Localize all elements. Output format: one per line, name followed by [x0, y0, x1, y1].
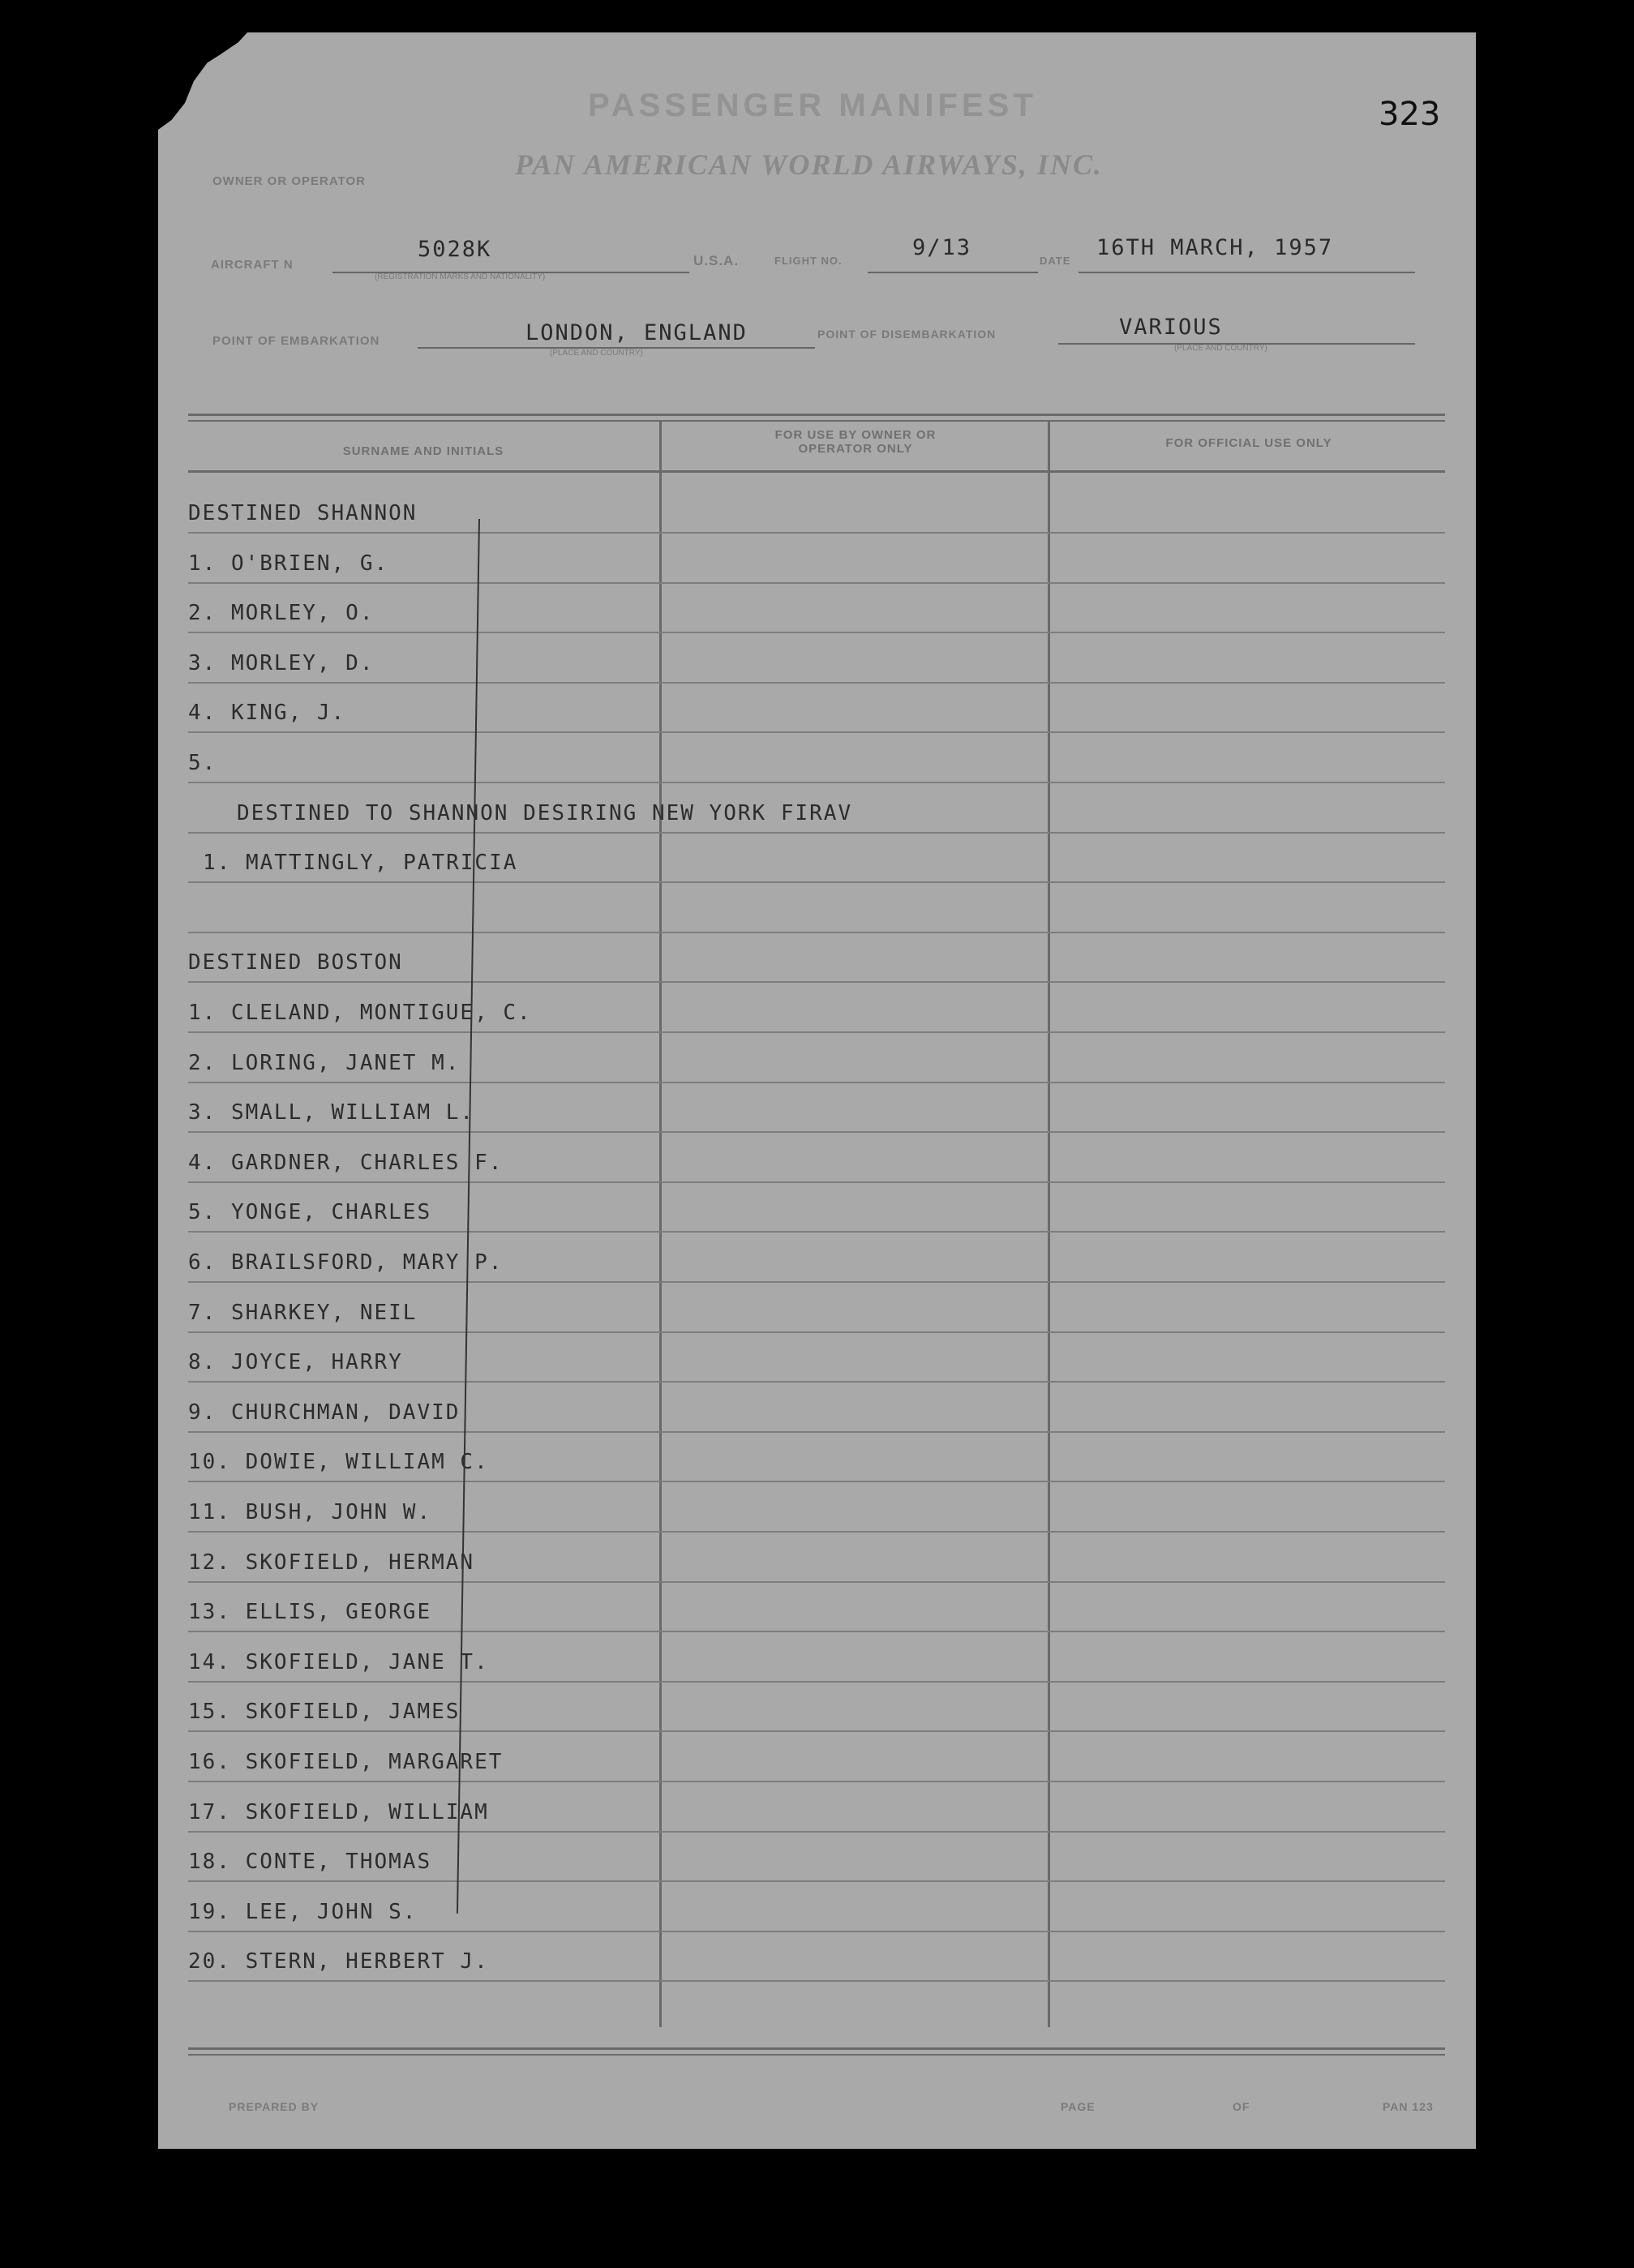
column-divider-2	[1048, 422, 1050, 2027]
passenger-entry: 13. ELLIS, GEORGE	[188, 1600, 432, 1625]
row-rule	[188, 632, 1445, 633]
column-divider-1	[659, 422, 662, 2027]
row-rule	[188, 1831, 1445, 1833]
row-rule	[188, 1581, 1445, 1583]
flight-value: 9/13	[912, 235, 972, 260]
passenger-entry: 8. JOYCE, HARRY	[188, 1350, 403, 1375]
flight-underline	[868, 272, 1038, 273]
section-heading: DESTINED TO SHANNON DESIRING NEW YORK FIRAV	[237, 800, 853, 825]
row-rule	[188, 1730, 1445, 1732]
airline-name: PAN AMERICAN WORLD AIRWAYS, INC.	[515, 148, 1103, 181]
passenger-entry: 20. STERN, HERBERT J.	[188, 1949, 489, 1974]
row-rule	[188, 1431, 1445, 1433]
passenger-entry: 10. DOWIE, WILLIAM C.	[188, 1450, 489, 1475]
row-rule	[188, 1681, 1445, 1683]
passenger-entry: 1. O'BRIEN, G.	[188, 551, 389, 576]
row-rule	[188, 981, 1445, 983]
date-underline	[1079, 272, 1415, 273]
row-rule	[188, 1082, 1445, 1083]
passenger-entry: 19. LEE, JOHN S.	[188, 1899, 418, 1924]
aircraft-label: AIRCRAFT N	[211, 258, 294, 272]
passenger-entry: 6. BRAILSFORD, MARY P.	[188, 1250, 504, 1275]
table-bottom-rule-2	[188, 2054, 1445, 2056]
row-rule	[188, 1781, 1445, 1782]
column-header-owner: FOR USE BY OWNER OR OPERATOR ONLY	[774, 428, 937, 456]
passenger-entry: 3. MORLEY, D.	[188, 650, 375, 675]
passenger-entry: 17. SKOFIELD, WILLIAM	[188, 1799, 489, 1824]
row-rule	[188, 532, 1445, 534]
owner-label: OWNER OR OPERATOR	[212, 174, 366, 188]
row-rule	[188, 731, 1445, 733]
row-rule	[188, 1481, 1445, 1482]
section-heading: DESTINED BOSTON	[188, 950, 403, 975]
aircraft-sub: (REGISTRATION MARKS AND NATIONALITY)	[375, 272, 546, 281]
of-label: OF	[1233, 2100, 1250, 2113]
page-number: 323	[1379, 96, 1441, 133]
passenger-entry: 4. GARDNER, CHARLES F.	[188, 1150, 504, 1175]
aircraft-value: 5028K	[418, 237, 492, 262]
row-rule	[188, 1031, 1445, 1033]
prepared-by-label: PREPARED BY	[229, 2100, 320, 2113]
date-label: DATE	[1040, 255, 1071, 267]
form-number: PAN 123	[1383, 2100, 1434, 2113]
row-rule	[188, 1880, 1445, 1882]
section-heading: DESTINED SHANNON	[188, 501, 418, 525]
row-rule	[188, 1231, 1445, 1233]
row-rule	[188, 1381, 1445, 1383]
passenger-entry: 12. SKOFIELD, HERMAN	[188, 1550, 475, 1575]
passenger-entry: 11. BUSH, JOHN W.	[188, 1500, 432, 1524]
passenger-entry: 5. YONGE, CHARLES	[188, 1200, 432, 1225]
disembark-sub: (PLACE AND COUNTRY)	[1174, 344, 1267, 353]
passenger-entry: 14. SKOFIELD, JANE T.	[188, 1649, 489, 1674]
column-header-official: FOR OFFICIAL USE ONLY	[1165, 436, 1332, 450]
row-rule	[188, 1531, 1445, 1533]
row-rule	[188, 682, 1445, 684]
table-top-rule	[188, 414, 1445, 416]
passenger-entry: 3. SMALL, WILLIAM L.	[188, 1100, 475, 1125]
passenger-entry: 9. CHURCHMAN, DAVID	[188, 1400, 461, 1425]
row-rule	[188, 582, 1445, 584]
row-rule	[188, 832, 1445, 834]
passenger-entry: 1. MATTINGLY, PATRICIA	[203, 851, 518, 876]
passenger-entry: 2. LORING, JANET M.	[188, 1050, 461, 1075]
passenger-entry: 2. MORLEY, O.	[188, 601, 375, 626]
row-rule	[188, 881, 1445, 883]
row-rule	[188, 1181, 1445, 1183]
column-header-names: SURNAME AND INITIALS	[342, 444, 504, 458]
table-bottom-rule	[188, 2047, 1445, 2050]
flight-label: FLIGHT NO.	[774, 255, 843, 267]
embark-label: POINT OF EMBARKATION	[212, 334, 380, 348]
passenger-entry: 5.	[188, 751, 217, 775]
usa-label: U.S.A.	[693, 253, 740, 268]
table-header-rule	[188, 470, 1445, 473]
disembark-value: VARIOUS	[1119, 315, 1223, 340]
row-rule	[188, 1331, 1445, 1333]
row-rule	[188, 782, 1445, 783]
manifest-title: PASSENGER MANIFEST	[588, 88, 1037, 123]
passenger-entry: 15. SKOFIELD, JAMES	[188, 1700, 461, 1725]
embark-value: LONDON, ENGLAND	[525, 320, 748, 345]
passenger-entry: 4. KING, J.	[188, 701, 346, 726]
passenger-entry: 7. SHARKEY, NEIL	[188, 1300, 418, 1325]
row-rule	[188, 1131, 1445, 1133]
passenger-entry: 1. CLELAND, MONTIGUE, C.	[188, 1001, 532, 1025]
passenger-entry: 16. SKOFIELD, MARGARET	[188, 1750, 504, 1774]
row-rule	[188, 1980, 1445, 1982]
page-label: PAGE	[1061, 2100, 1096, 2113]
embark-sub: (PLACE AND COUNTRY)	[550, 349, 643, 358]
disembark-label: POINT OF DISEMBARKATION	[817, 328, 997, 341]
table-top-rule-2	[188, 420, 1445, 422]
date-value: 16TH MARCH, 1957	[1096, 235, 1334, 260]
row-rule	[188, 1631, 1445, 1632]
passenger-entry: 18. CONTE, THOMAS	[188, 1850, 432, 1875]
row-rule	[188, 932, 1445, 933]
row-rule	[188, 1931, 1445, 1932]
row-rule	[188, 1281, 1445, 1283]
